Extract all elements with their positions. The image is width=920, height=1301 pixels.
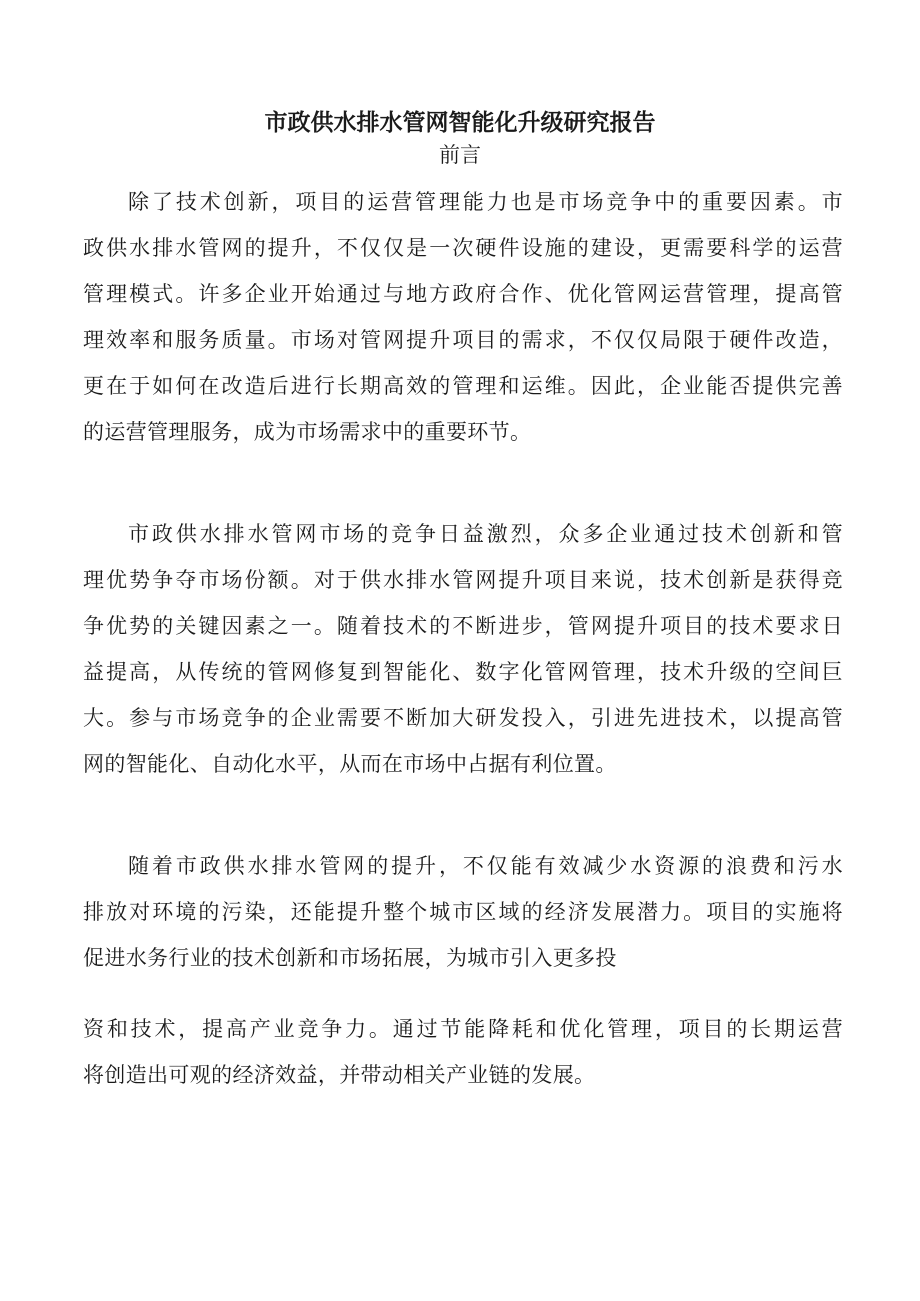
- paragraph-line: 政供水排水管网的提升，不仅仅是一次硬件设施的建设，更需要科学的运营: [83, 236, 843, 260]
- paragraph-line: 随着市政供水排水管网的提升，不仅能有效减少水资源的浪费和污水: [128, 854, 843, 878]
- paragraph-line: 网的智能化、自动化水平，从而在市场中占据有利位置。: [83, 752, 617, 776]
- paragraph-line: 资和技术，提高产业竞争力。通过节能降耗和优化管理，项目的长期运营: [83, 1017, 843, 1041]
- paragraph-line: 理优势争夺市场份额。对于供水排水管网提升项目来说，技术创新是获得竞: [83, 568, 843, 592]
- paragraph-line: 除了技术创新，项目的运营管理能力也是市场竞争中的重要因素。市: [128, 190, 843, 214]
- paragraph-line: 管理模式。许多企业开始通过与地方政府合作、优化管网运营管理，提高管: [83, 282, 843, 306]
- paragraph-line: 理效率和服务质量。市场对管网提升项目的需求，不仅仅局限于硬件改造，: [83, 328, 843, 352]
- paragraph-4: [83, 1006, 843, 1098]
- paragraph-1: [83, 179, 843, 455]
- paragraph-line: 市政供水排水管网市场的竞争日益激烈，众多企业通过技术创新和管: [128, 522, 843, 546]
- document-subtitle: 前言: [439, 143, 481, 167]
- paragraph-line: 将创造出可观的经济效益，并带动相关产业链的发展。: [83, 1063, 596, 1087]
- paragraph-line: 更在于如何在改造后进行长期高效的管理和运维。因此，企业能否提供完善: [83, 374, 843, 398]
- document-title: 市政供水排水管网智能化升级研究报告: [264, 109, 656, 136]
- paragraph-3: [83, 843, 843, 981]
- paragraph-line: 排放对环境的污染，还能提升整个城市区域的经济发展潜力。项目的实施将: [83, 900, 843, 924]
- paragraph-line: 争优势的关键因素之一。随着技术的不断进步，管网提升项目的技术要求日: [83, 614, 843, 638]
- paragraph-line: 促进水务行业的技术创新和市场拓展，为城市引入更多投: [83, 946, 617, 970]
- paragraph-line: 的运营管理服务，成为市场需求中的重要环节。: [83, 420, 532, 444]
- paragraph-line: 益提高，从传统的管网修复到智能化、数字化管网管理，技术升级的空间巨: [83, 660, 843, 684]
- paragraph-2: [83, 511, 843, 787]
- paragraph-line: 大。参与市场竞争的企业需要不断加大研发投入，引进先进技术，以提高管: [83, 706, 843, 730]
